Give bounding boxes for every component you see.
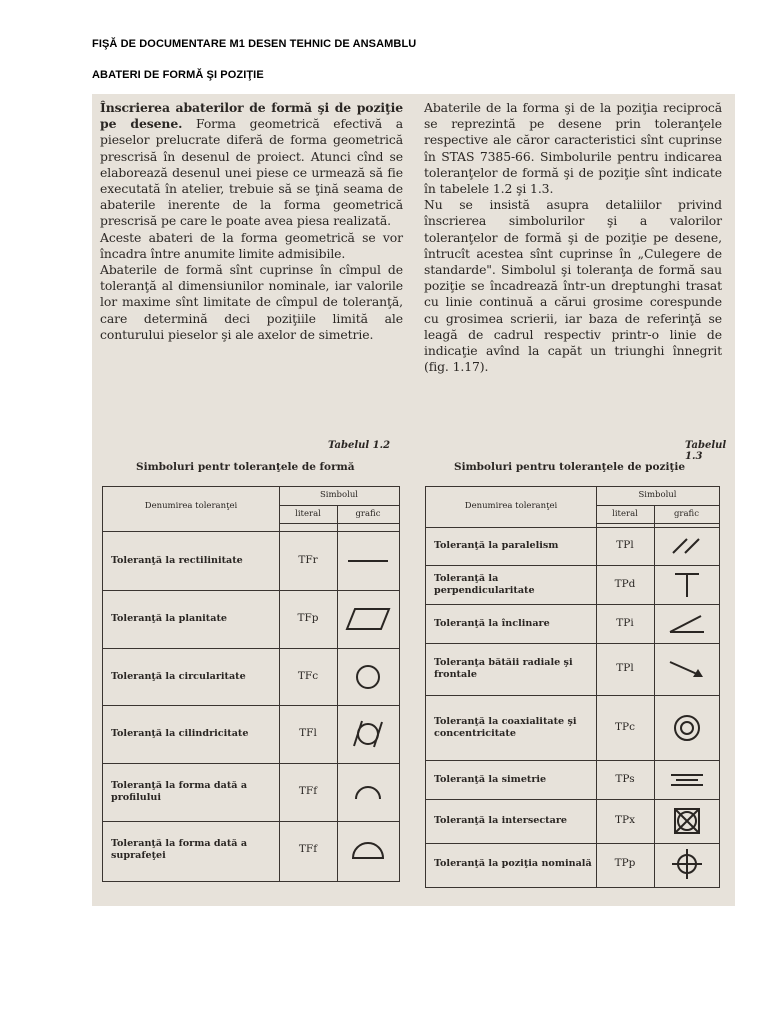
paragraph-3: Abaterile de formă sînt cuprinse în cîmpul de toleranţă al dimensiunilor nominale, iar valorile lor maxime sînt limitate de cîmpul de toleranţă, care determină deci poziţiile limită ale conturului pieselor şi ale axelor de simetrie. [100,262,403,342]
table1-head-symbol: Simbolul [319,490,359,500]
tolerance-literal-symbol: TFf [298,785,318,797]
document-header-title: FIŞĂ DE DOCUMENTARE M1 DESEN TEHNIC DE ANSAMBLU [92,38,417,50]
perpendicular-icon [671,570,703,604]
tolerance-literal-symbol: TFl [299,727,317,739]
table-form-tolerances [102,486,400,882]
paragraph-1-body: Forma geometrică efectivă a pieselor prelucrate diferă de forma geometrică prescrisă în desenul de proiect. Atunci cînd se elaborează desenul unei piese ce urmează să fie executată în atelier, trebuie să se ţină seama de abaterile inerente de la forma geometrică prescrisă pe care le poate avea piesa realizată. [100,116,403,229]
table2-head-grafic: grafic [673,509,699,519]
paragraph-1 [100,100,403,230]
table1-head-literal: literal [295,509,321,519]
arc-icon [352,782,384,806]
tolerance-literal-symbol: TPl [616,539,634,551]
tolerance-name: Toleranţă la intersectare [434,815,567,826]
crossed-circle-icon [671,805,703,841]
scanned-page [92,94,735,906]
cylinder-icon [350,718,386,754]
tolerance-literal-symbol: TPl [616,662,634,674]
tolerance-name: Toleranţă la planitate [111,613,227,624]
right-text-column [424,100,722,375]
tolerance-literal-symbol: TPp [614,857,636,869]
paragraph-5: Nu se insistă asupra detaliilor privind înscrierea simbolurilor şi a valorilor toleranţelor de formă şi de poziţie pe desene, întrucît acestea sînt cuprinse în „Culegere de standarde". Simbolul şi toleranţa de formă sau poziţie se încadrează într-un dreptunghi trasat cu linie continuă a cărui grosime corespunde cu grosimea scrierii, iar baza de referinţă se leagă de cadrul respectiv printr-o linie de indicaţie avînd la capăt un triunghi înnegrit (fig. 1.17). [424,197,722,375]
tolerance-literal-symbol: TPx [615,814,635,826]
table1-head-name: Denumirea toleranţei [144,501,238,511]
table2-head-name: Denumirea toleranţei [464,501,558,511]
tolerance-literal-symbol: TFf [298,843,318,855]
tolerance-name: Toleranţă la poziţia nominală [434,858,592,869]
table1-head-grafic: grafic [355,509,381,519]
tolerance-name: Toleranţă la coaxialitate şi concentricitate [434,715,577,739]
table1-label: Tabelul 1.2 [328,440,391,451]
tolerance-name: Toleranţă la simetrie [434,773,547,785]
table2-label: Tabelul 1.3 [685,440,727,462]
half-disc-icon [350,838,386,866]
tolerance-name: Toleranţă la forma dată a profilului [111,780,248,803]
table2-title: Simboluri pentru toleranţele de poziţie [454,461,685,473]
crosshair-icon [670,847,704,885]
symmetry-icon [667,770,707,794]
tolerance-name: Toleranţă la forma dată a suprafeţei [111,838,248,861]
tolerance-literal-symbol: TFp [297,612,319,624]
tolerance-literal-symbol: TPi [616,616,634,629]
table2-head-symbol: Simbolul [638,490,677,500]
tolerance-name: Toleranţă la perpendicularitate [434,572,535,596]
tolerance-literal-symbol: TPc [615,720,635,733]
paragraph-2: Aceste abateri de la forma geometrică se vor încadra între anumite limite admisibile. [100,229,403,261]
parallel-lines-icon [669,536,705,560]
straight-line-icon [346,553,390,573]
table1-title: Simboluri pentr toleranţele de formă [136,461,355,473]
tolerance-name: Toleranţă la cilindricitate [111,728,249,739]
parallelogram-icon [345,606,391,636]
tolerance-literal-symbol: TPs [615,772,635,785]
angle-icon [667,613,707,639]
left-text-column [100,100,403,343]
tolerance-name: Toleranţă la circularitate [111,670,246,682]
paragraph-4: Abaterile de la forma şi de la poziţia reciprocă se reprezintă pe desene prin toleranţele respective ale căror caracteristici sînt cuprinse în STAS 7385-66. Simbolurile pentru indicarea toleranţelor de formă şi de poziţie sînt indicate în tabelele 1.2 şi 1.3. [424,100,722,197]
tolerance-name: Toleranţă la înclinare [434,617,550,629]
table2-head-literal: literal [612,509,638,519]
tolerance-literal-symbol: TPd [614,577,636,590]
table-position-tolerances [425,486,720,888]
paragraph-1-lead: Înscrierea abaterilor de formă şi de poziţie pe desene. [100,100,403,132]
tolerance-name: Toleranţă la paralelism [434,540,559,551]
arrow-icon [667,658,707,684]
tolerance-name: Toleranţă la rectilinitate [111,554,243,566]
document-section-title: ABATERI DE FORMĂ ŞI POZIŢIE [92,69,264,81]
circle-icon [353,662,383,696]
tolerance-literal-symbol: TFr [298,553,318,566]
tolerance-name: Toleranţa bătăii radiale şi frontale [434,657,573,680]
tolerance-literal-symbol: TFc [297,669,319,682]
concentric-circles-icon [671,712,703,748]
